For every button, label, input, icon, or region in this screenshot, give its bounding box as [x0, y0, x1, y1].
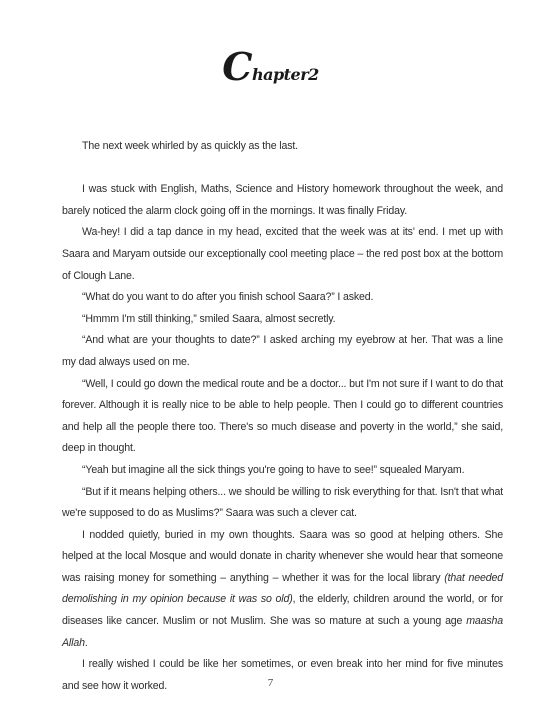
chapter-title-rest: hapter2 [251, 65, 319, 84]
chapter-title-initial: C [222, 44, 252, 89]
paragraph-italic-phrase: maasha Allah [62, 615, 503, 649]
paragraph: “And what are your thoughts to date?” I asked arching my eyebrow at her. That was a line my dad always used on me. [62, 334, 503, 368]
paragraph: “But if it means helping others... we should be willing to risk everything for that. Isn't that what we're supposed to do as Muslims?” Saara was such a clever cat. [62, 485, 503, 520]
paragraph-italic-aside: (that needed demolishing in my opinion because it was so old) [62, 571, 503, 606]
paragraph: I really wished I could be like her sometimes, or even break into her mind for five minutes and see how it worked. [62, 658, 503, 692]
paragraph: “Hmmm I'm still thinking,” smiled Saara, almost secretly. [82, 312, 336, 325]
chapter-body [62, 136, 503, 697]
paragraph [62, 525, 503, 655]
paragraph: “Yeah but imagine all the sick things you're going to have to see!” squealed Maryam. [82, 463, 465, 476]
page-number: 7 [267, 677, 274, 689]
paragraph: “What do you want to do after you finish school Saara?” I asked. [82, 291, 374, 304]
chapter-title [0, 44, 541, 89]
paragraph: Wa-hey! I did a tap dance in my head, excited that the week was at its' end. I met up with Saara and Maryam outside our exceptionally cool meeting place – the red post box at the bottom of Clough Lane. [62, 226, 503, 282]
paragraph-text: I nodded quietly, buried in my own thoughts. Saara was so good at helping others. She helped at the local Mosque and would donate in charity whenever she would hear that someone was raising money for something – anything – whether it was for the local library [62, 528, 503, 584]
paragraph-text: . [84, 636, 88, 649]
paragraph: The next week whirled by as quickly as the last. [82, 140, 298, 152]
paragraph: I was stuck with English, Maths, Science and History homework throughout the week, and barely noticed the alarm clock going off in the mornings. It was finally Friday. [62, 183, 503, 217]
paragraph: “Well, I could go down the medical route and be a doctor... but I'm not sure if I want to do that forever. Although it is really nice to be able to help people. Then I could go to different countries and help all the people there too. There's so much disease and poverty in the world,” she said, deep in thought. [62, 377, 503, 455]
paragraph-text: , the elderly, children around the world, or for diseases like cancer. Muslim or not Muslim. She was so mature at such a young age [62, 593, 503, 628]
